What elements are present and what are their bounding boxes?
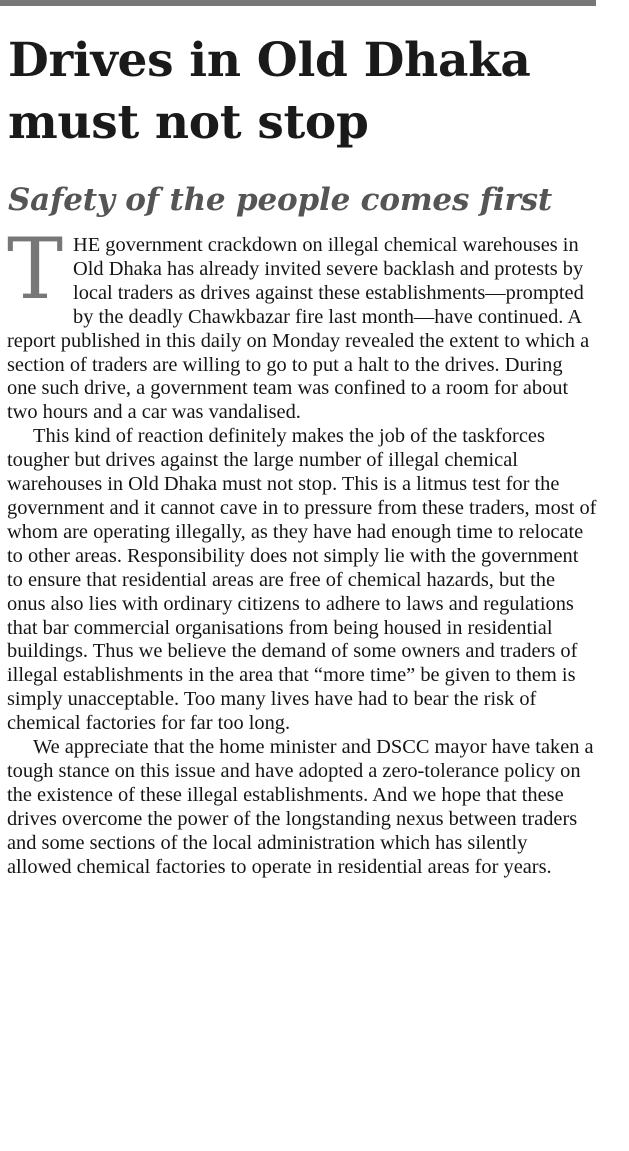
deck-subheading: Safety of the people comes first	[8, 182, 553, 218]
paragraph-1-text: HE government crackdown on illegal chemical warehouses in Old Dhaka has already invited severe backlash and protests by local traders as drives against these establishments—prompted by the deadly Chawkbazar fire last month—have continued. A report published in this daily on Monday revealed the extent to which a section of traders are willing to go to put a halt to the drives. During one such drive, a government team was confined to a room for about two hours and a car was vandalised.	[7, 234, 590, 424]
drop-cap: T	[7, 220, 64, 318]
article-body	[7, 220, 597, 879]
top-rule	[0, 0, 596, 6]
paragraph-1	[7, 220, 597, 425]
paragraph-3: We appreciate that the home minister and DSCC mayor have taken a tough stance on this issue and have adopted a zero-tolerance policy on the existence of these illegal establishments. And we hope that these drives overcome the power of the longstanding nexus between traders and some sections of the local administration which has silently allowed chemical factories to operate in residential areas for years.	[7, 736, 594, 878]
headline: Drives in Old Dhaka must not stop	[8, 33, 531, 150]
paragraph-2: This kind of reaction definitely makes the job of the taskforces tougher but drives against the large number of illegal chemical warehouses in Old Dhaka must not stop. This is a litmus test for the government and it cannot cave in to pressure from these traders, most of whom are operating illegally, as they have had enough time to relocate to other areas. Responsibility does not simply lie with the government to ensure that residential areas are free of chemical hazards, but the onus also lies with ordinary citizens to adhere to laws and regulations that bar commercial organisations from being housed in residential buildings. Thus we believe the demand of some owners and traders of illegal establishments in the area that “more time” be given to them is simply unacceptable. Too many lives have had to bear the risk of chemical factories for far too long.	[7, 425, 597, 735]
